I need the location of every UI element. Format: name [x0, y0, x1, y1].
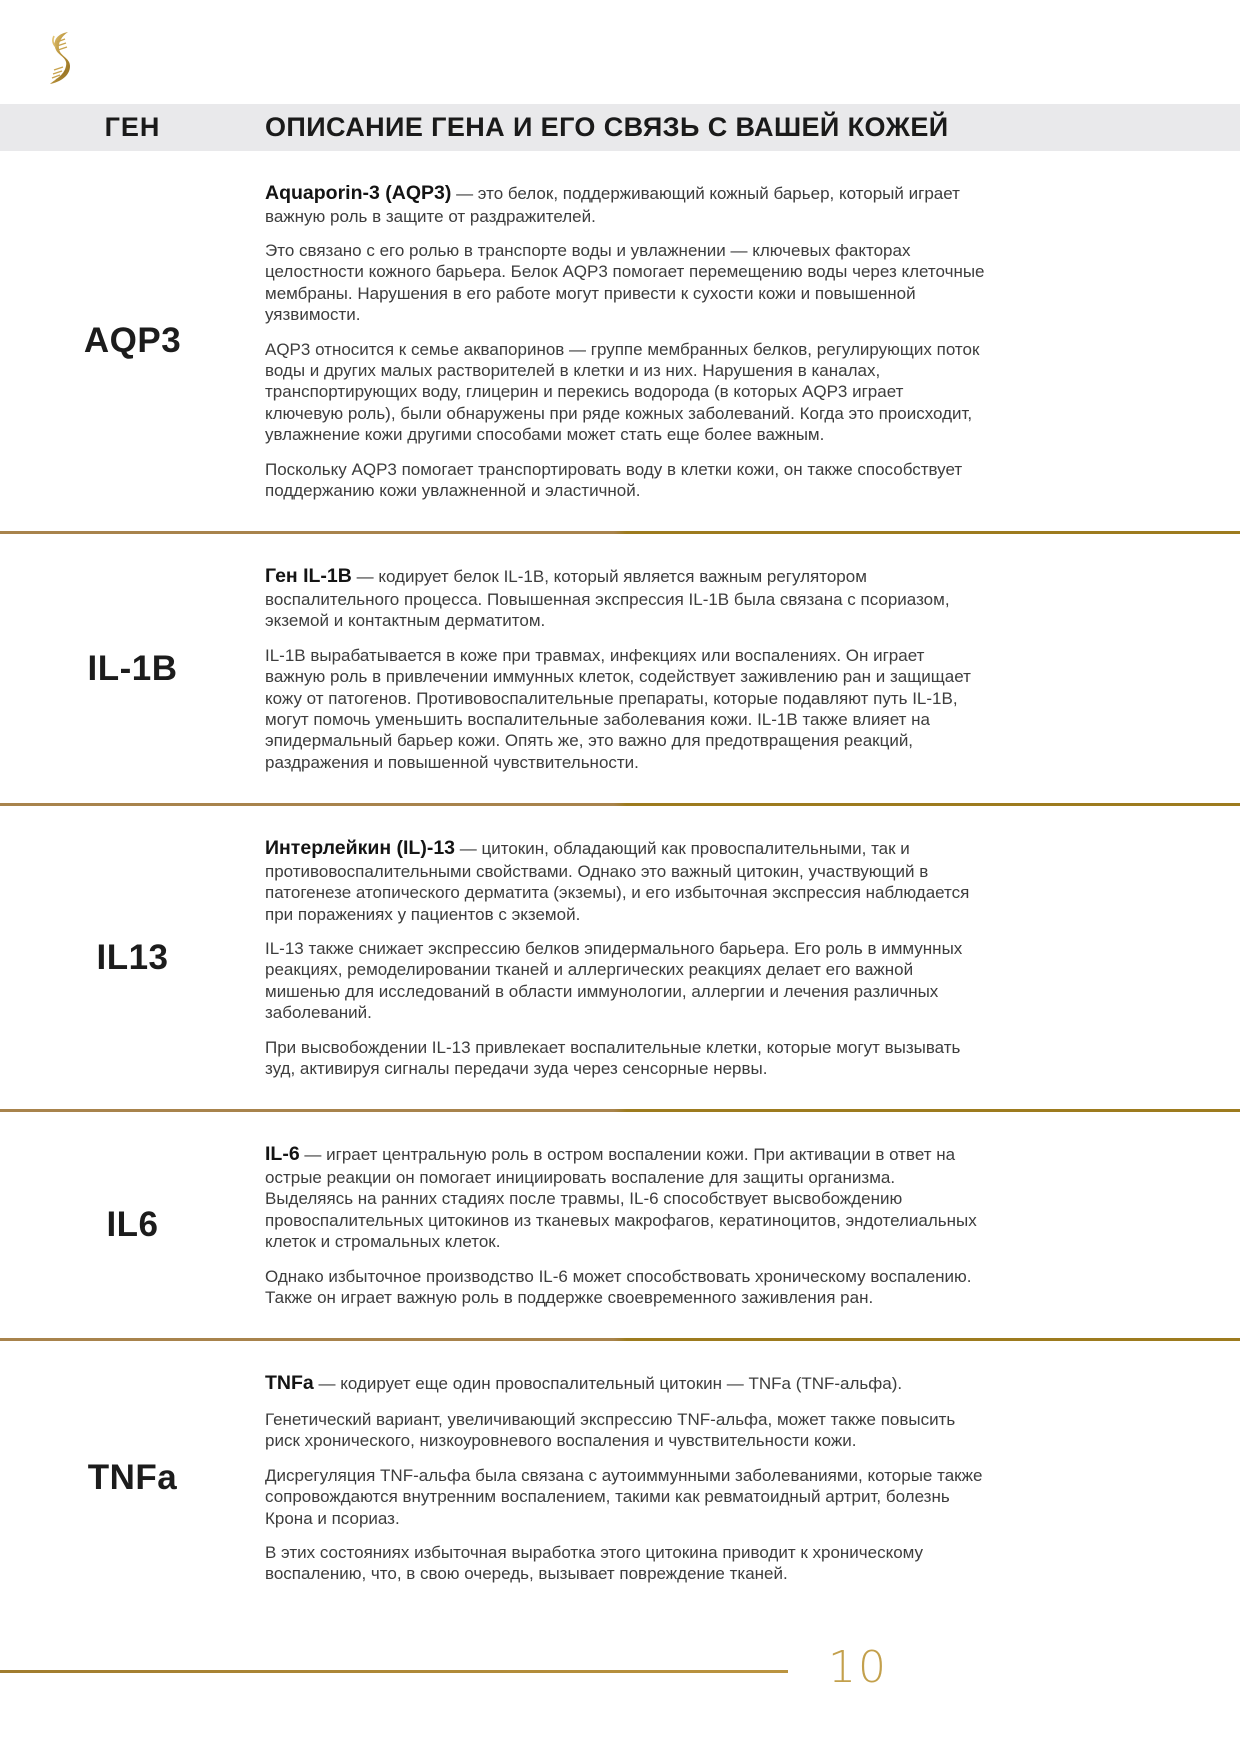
description-column-header: ОПИСАНИЕ ГЕНА И ЕГО СВЯЗЬ С ВАШЕЙ КОЖЕЙ — [265, 112, 949, 142]
gene-lead: IL-6 — [265, 1143, 300, 1166]
paragraph-text: — цитокин, обладающий как провоспалительными, так и противовоспалительными свойствами. Однако это важный цитокин, участвующий в патогенезе атопического дерматита (экземы), и его избыточная экспрессия наблюдается при поражениях у пациентов с экземой. — [265, 839, 970, 924]
gene-name-il13: IL13 — [96, 937, 169, 977]
logo-row — [0, 0, 1240, 104]
gene-section-tnfa — [0, 1341, 1240, 1614]
paragraph-text: — играет центральную роль в остром воспалении кожи. При активации в ответ на острые реакции он помогает инициировать воспаление для защиты организма. Выделяясь на ранних стадиях после травмы, IL-6 способствует высвобождению провоспалительных цитокинов из тканевых макрофагов, кератиноцитов, эндотелиальных клеток и стромальных клеток. — [265, 1145, 977, 1252]
footer-rule — [0, 1670, 788, 1673]
gene-lead: TNFa — [265, 1372, 314, 1395]
paragraph — [265, 836, 985, 925]
gene-lead: Интерлейкин (IL)-13 — [265, 837, 456, 860]
page-number: 10 — [828, 1642, 888, 1693]
paragraph-text: Однако избыточное производство IL-6 может способствовать хроническому воспалению. Также он играет важную роль в поддержке своевременного заживления ран. — [265, 1266, 972, 1308]
gene-section-il13 — [0, 806, 1240, 1109]
paragraph — [265, 1371, 985, 1396]
paragraph-text: AQP3 относится к семье аквапоринов — группе мембранных белков, регулирующих поток воды и других малых растворителей в клетки и из них. Нарушения в каналах, транспортирующих воду, глицерин и перекись водорода (в которых AQP3 играет ключевую роль), были обнаружены при ряде кожных заболеваний. Когда это происходит, увлажнение кожи другими способами может стать еще более важным. — [265, 339, 980, 445]
paragraph-text: Дисрегуляция TNF-альфа была связана с аутоиммунными заболеваниями, которые также сопровождаются внутренним воспалением, такими как ревматоидный артрит, болезнь Крона и псориаз. — [265, 1465, 983, 1528]
gene-description-tnfa — [265, 1341, 985, 1614]
gene-lead: Ген IL-1B — [265, 565, 352, 588]
gene-section-il6 — [0, 1112, 1240, 1338]
paragraph-text: — кодирует еще один провоспалительный цитокин — TNFa (TNF-альфа). — [318, 1374, 903, 1394]
paragraph-text: — это белок, поддерживающий кожный барьер, который играет важную роль в защите от раздражителей. — [265, 184, 960, 226]
paragraph — [265, 181, 985, 227]
gene-name-aqp3: AQP3 — [83, 321, 182, 361]
gene-name-tnfa: TNFa — [87, 1458, 178, 1498]
paragraph — [265, 1542, 985, 1585]
gene-section-aqp3 — [0, 151, 1240, 531]
paragraph — [265, 240, 985, 326]
paragraph — [265, 339, 985, 446]
gene-column-header: ГЕН — [104, 112, 161, 142]
gene-description-il1b — [265, 534, 985, 803]
gene-name-il6: IL6 — [106, 1205, 159, 1245]
paragraph — [265, 645, 985, 773]
paragraph-text: Генетический вариант, увеличивающий экспрессию TNF-альфа, может также повысить риск хронического, низкоуровневого воспаления и чувствительности кожи. — [265, 1410, 956, 1451]
paragraph-text: IL-1B вырабатывается в коже при травмах, инфекциях или воспалениях. Он играет важную роль в привлечении иммунных клеток, содействует заживлению ран и защищает кожу от патогенов. Противовоспалительные препараты, которые подавляют путь IL-1B, могут помочь уменьшить воспалительные заболевания кожи. IL-1B также влияет на эпидермальный барьер кожи. Опять же, это важно для предотвращения реакций, раздражения и повышенной чувствительности. — [265, 645, 971, 772]
paragraph — [265, 938, 985, 1024]
paragraph — [265, 1465, 985, 1529]
paragraph — [265, 564, 985, 631]
dna-helix-icon — [42, 30, 80, 88]
table-header — [0, 104, 1240, 151]
gene-lead: Aquaporin-3 (AQP3) — [265, 182, 452, 204]
paragraph — [265, 1409, 985, 1452]
gene-description-il13 — [265, 806, 985, 1109]
paragraph-text: — кодирует белок IL-1B, который является важным регулятором воспалительного процесса. Повышенная экспрессия IL-1B была связана с псориазом, экземой и контактным дерматитом. — [265, 567, 950, 631]
paragraph-text: Это связано с его ролью в транспорте воды и увлажнении — ключевых факторах целостности кожного барьера. Белок AQP3 помогает перемещению воды через клеточные мембраны. Нарушения в его работе могут привести к сухости кожи и повышенной уязвимости. — [265, 240, 985, 325]
paragraph-text: Поскольку AQP3 помогает транспортировать воду в клетки кожи, он также способствует поддержанию кожи увлажненной и эластичной. — [265, 459, 963, 501]
paragraph — [265, 1037, 985, 1080]
paragraph — [265, 1266, 985, 1309]
gene-section-il1b — [0, 534, 1240, 803]
paragraph-text: При высвобождении IL-13 привлекает воспалительные клетки, которые могут вызывать зуд, активируя сигналы передачи зуда через сенсорные нервы. — [265, 1037, 961, 1079]
paragraph — [265, 1142, 985, 1252]
paragraph-text: В этих состояниях избыточная выработка этого цитокина приводит к хроническому воспалению, что, в свою очередь, вызывает повреждение тканей. — [265, 1543, 924, 1584]
gene-description-aqp3 — [265, 151, 985, 531]
paragraph — [265, 459, 985, 502]
gene-name-il1b: IL-1B — [87, 648, 178, 688]
gene-description-il6 — [265, 1112, 985, 1338]
paragraph-text: IL-13 также снижает экспрессию белков эпидермального барьера. Его роль в иммунных реакциях, ремоделировании тканей и аллергических реакциях делает его важной мишенью для исследований в области иммунологии, аллергии и лечения различных заболеваний. — [265, 939, 963, 1023]
page-footer — [0, 1642, 1240, 1708]
